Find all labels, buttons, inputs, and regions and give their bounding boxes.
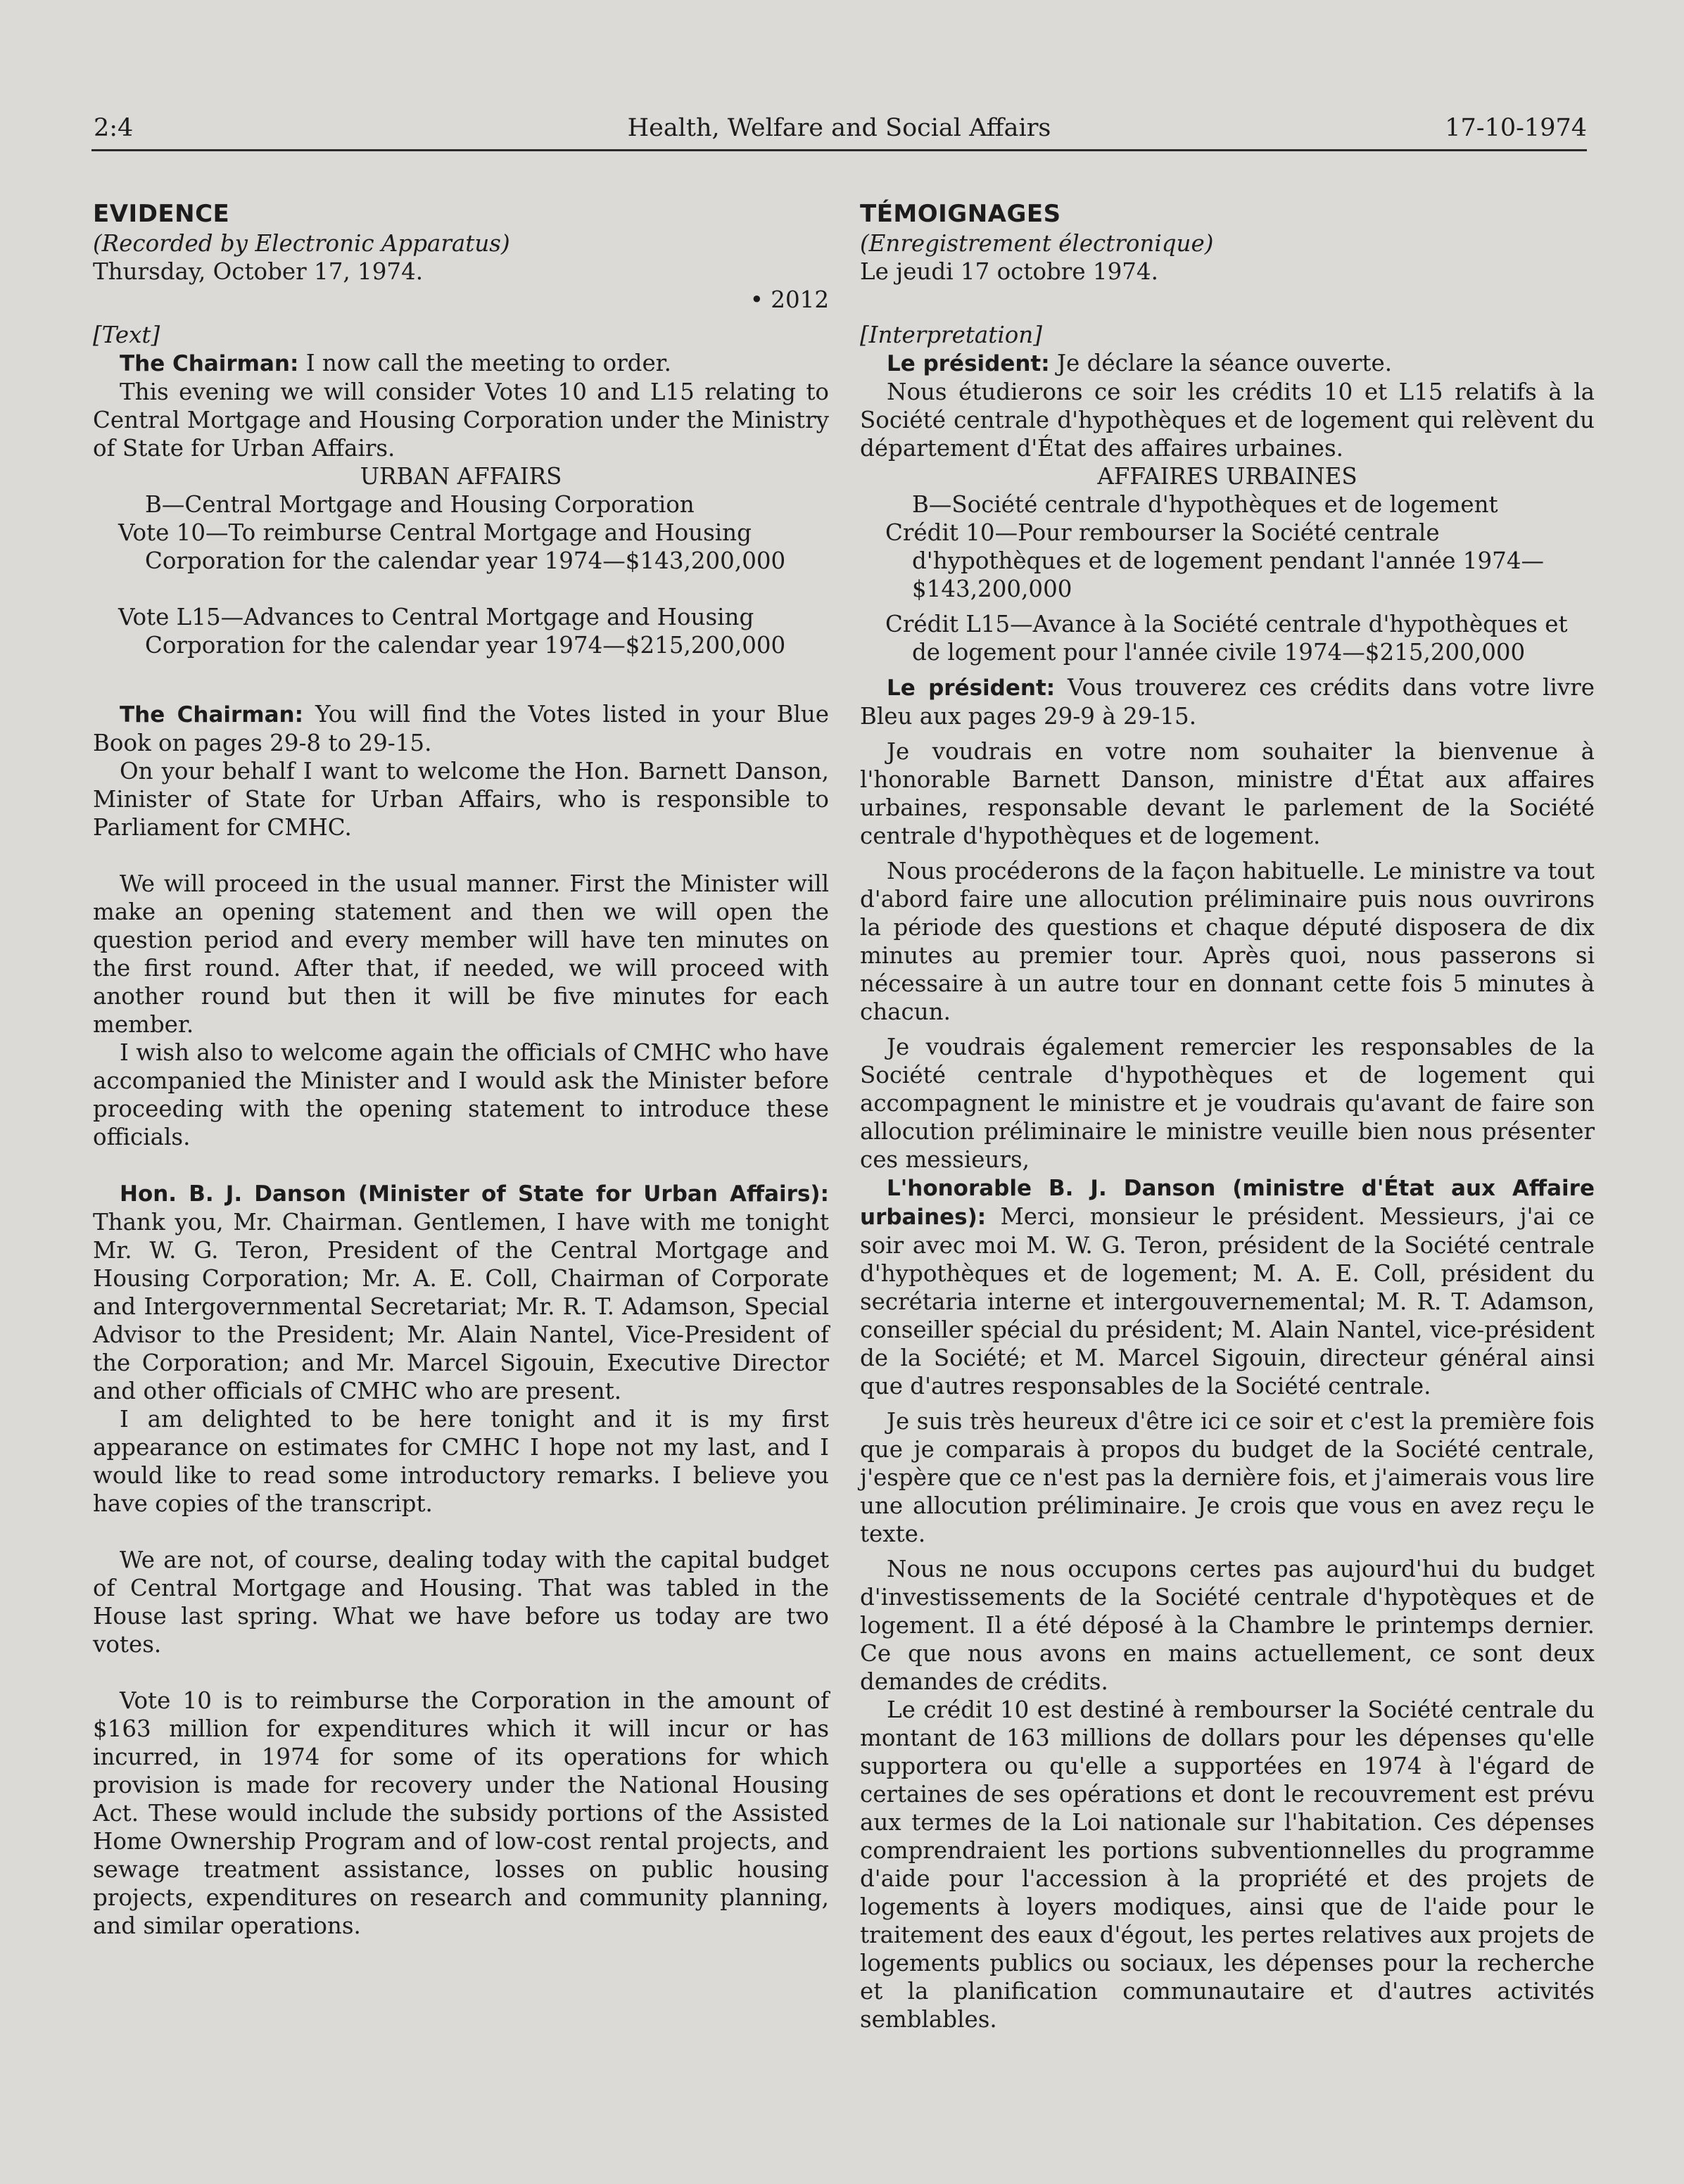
paragraph-officials: Je voudrais également remercier les responsables de la Société centrale d'hypothèques et de logement qui accompagnent le ministre et je voudrais qu'avant de faire son allocution préliminaire le ministre veuille bien nous présenter ces messieurs, <box>860 1034 1595 1173</box>
speaker-name: L'honorable B. J. Danson (ministre d'État aux Affaire urbaines): <box>860 1176 1595 1230</box>
temoignages-title: TÉMOIGNAGES <box>860 200 1061 228</box>
session-date: Thursday, October 17, 1974. <box>93 258 424 285</box>
french-column <box>860 198 1595 2033</box>
paragraph-blue-book: Le président: Vous trouverez ces crédits dans votre livre Bleu aux pages 29-9 à 29-15. <box>860 674 1595 730</box>
session-date: Le jeudi 17 octobre 1974. <box>860 258 1158 285</box>
speaker-name: The Chairman: <box>120 351 299 376</box>
paragraph-delighted: I am delighted to be here tonight and it is my first appearance on estimates for CMHC I hope not my last, and I would like to read some introductory remarks. I believe you have copies of the transcript. <box>93 1406 829 1517</box>
paragraph-welcome: On your behalf I want to welcome the Hon. Barnett Danson, Minister of State for Urban Affairs, who is responsible to Parliament for CMHC. <box>93 758 829 841</box>
vote-10: Crédit 10—Pour rembourser la Société centrale d'hypothèques et de logement pendant l'année 1974—$143,200,000 <box>885 519 1545 602</box>
section-b: B—Central Mortgage and Housing Corporation <box>145 491 695 518</box>
paragraph-danson-intro: Hon. B. J. Danson (Minister of State for Urban Affairs): Thank you, Mr. Chairman. Gentlemen, I have with me tonight Mr. W. G. Teron, President of the Central Mortgage and Housing Corporation; Mr. A. E. Coll, Chairman of Corporate and Intergovernmental Secretariat; Mr. R. T. Adamson, Special Advisor to the President; Mr. Alain Nantel, Vice-President of the Corporation; and Mr. Marcel Sigouin, Executive Director and other officials of CMHC who are present. <box>93 1181 829 1404</box>
time-mark: • 2012 <box>749 286 829 313</box>
page-header <box>91 110 1587 151</box>
paragraph-votes: This evening we will consider Votes 10 and L15 relating to Central Mortgage and Housing Corporation under the Ministry of State for Urban Affairs. <box>93 379 829 462</box>
vote-l15: Crédit L15—Avance à la Société centrale d'hypothèques et de logement pour l'année civile 1974—$215,200,000 <box>885 611 1568 666</box>
paragraph-procedure: Nous procéderons de la façon habituelle. Le ministre va tout d'abord faire une allocution préliminaire puis nous ouvrirons la période des questions et chaque député disposera de dix minutes au premier tour. Après quoi, nous passerons si nécessaire à un autre tour en donnant cette fois 5 minutes à chacun. <box>860 858 1595 1025</box>
recorded-note: (Recorded by Electronic Apparatus) <box>93 230 510 257</box>
recorded-note: (Enregistrement électronique) <box>860 230 1214 257</box>
text-label: [Text] <box>93 322 160 348</box>
paragraph-blue-book: The Chairman: You will find the Votes listed in your Blue Book on pages 29-8 to 29-15. <box>93 701 830 756</box>
paragraph-capital-budget: We are not, of course, dealing today with the capital budget of Central Mortgage and Housing. That was tabled in the House last spring. What we have before us today are two votes. <box>93 1547 829 1658</box>
section-heading: AFFAIRES URBAINES <box>1097 463 1357 490</box>
paragraph-danson-intro: L'honorable B. J. Danson (ministre d'État aux Affaire urbaines): Merci, monsieur le président. Messieurs, j'ai ce soir avec moi M. W. G. Teron, président de la Société centrale d'hypothèques et de logement; M. A. E. Coll, président du secrétaria interne et intergouvernemental; M. R. T. Adamson, conseiller spécial du président; M. Alain Nantel, vice-président de la Société; et M. Marcel Sigouin, directeur général ainsi que d'autres responsables de la Société centrale. <box>860 1176 1595 1399</box>
vote-10: Vote 10—To reimburse Central Mortgage and Housing Corporation for the calendar year 1974—$143,200,000 <box>118 519 786 574</box>
paragraph-procedure: We will proceed in the usual manner. First the Minister will make an opening statement and then we will open the question period and every member will have ten minutes on the first round. After that, if needed, we will proceed with another round but then it will be five minutes for each member. <box>93 870 829 1038</box>
section-heading: URBAN AFFAIRS <box>360 463 562 490</box>
speaker-name: Le président: <box>887 675 1056 701</box>
speaker-name: Le président: <box>887 351 1050 376</box>
interpretation-label: [Interpretation] <box>860 322 1042 348</box>
english-column <box>93 198 829 1940</box>
paragraph-call-to-order: The Chairman: I now call the meeting to order. <box>120 350 671 376</box>
paragraph-call-to-order: Le président: Je déclare la séance ouverte. <box>887 350 1393 376</box>
paragraph-vote-10-detail: Vote 10 is to reimburse the Corporation in the amount of $163 million for expenditures which it will incur or has incurred, in 1974 for some of its operations for which provision is made for recovery under the National Housing Act. These would include the subsidy portions of the Assisted Home Ownership Program and of low-cost rental projects, and sewage treatment assistance, losses on public housing projects, expenditures on research and community planning, and similar operations. <box>93 1687 829 1939</box>
paragraph-officials: I wish also to welcome again the officials of CMHC who have accompanied the Minister and I would ask the Minister before proceeding with the opening statement to introduce these officials. <box>93 1039 829 1150</box>
section-b: B—Société centrale d'hypothèques et de logement <box>912 491 1498 518</box>
paragraph-votes: Nous étudierons ce soir les crédits 10 et L15 relatifs à la Société centrale d'hypothèques et de logement qui relèvent du département d'État des affaires urbaines. <box>860 379 1595 462</box>
paragraph-capital-budget: Nous ne nous occupons certes pas aujourd'hui du budget d'investissements de la Société centrale d'hypotèques et de logement. Il a été déposé à la Chambre le printemps dernier. Ce que nous avons en mains actuellement, ce sont deux demandes de crédits. <box>860 1556 1595 1695</box>
paragraph-delighted: Je suis très heureux d'être ici ce soir et c'est la première fois que je comparais à propos du budget de la Société centrale, j'espère que ce n'est pas la dernière fois, et j'aimerais vous lire une allocution préliminaire. Je crois que vous en avez reçu le texte. <box>860 1408 1595 1547</box>
evidence-title: EVIDENCE <box>93 200 230 228</box>
page-number: 2:4 <box>94 114 134 142</box>
speaker-name: The Chairman: <box>120 702 303 728</box>
paragraph-welcome: Je voudrais en votre nom souhaiter la bienvenue à l'honorable Barnett Danson, ministre d'État aux affaires urbaines, responsable devant le parlement de la Société centrale d'hypothèques et de logement. <box>860 738 1595 849</box>
header-date: 17-10-1974 <box>1445 114 1587 142</box>
vote-l15: Vote L15—Advances to Central Mortgage and Housing Corporation for the calendar year 1974—$215,200,000 <box>118 604 786 659</box>
speaker-name: Hon. B. J. Danson (Minister of State for Urban Affairs): <box>120 1181 829 1207</box>
paragraph-vote-10-detail: Le crédit 10 est destiné à rembourser la Société centrale du montant de 163 millions de dollars pour les dépenses qu'elle supportera ou qu'elle a supportées en 1974 à l'égard de certaines de ses opérations et dont le recouvrement est prévu aux termes de la Loi nationale sur l'habitation. Ces dépenses comprendraient les portions subventionnelles du programme d'aide pour l'accession à la propriété et des projets de logements à loyers modiques, ainsi que de l'aide pour le traitement des eaux d'égout, les pertes relatives aux projets de logements publics ou sociaux, les dépenses pour la recherche et la planification communautaire et d'autres activités semblables. <box>860 1696 1595 2033</box>
running-title: Health, Welfare and Social Affairs <box>627 114 1051 142</box>
